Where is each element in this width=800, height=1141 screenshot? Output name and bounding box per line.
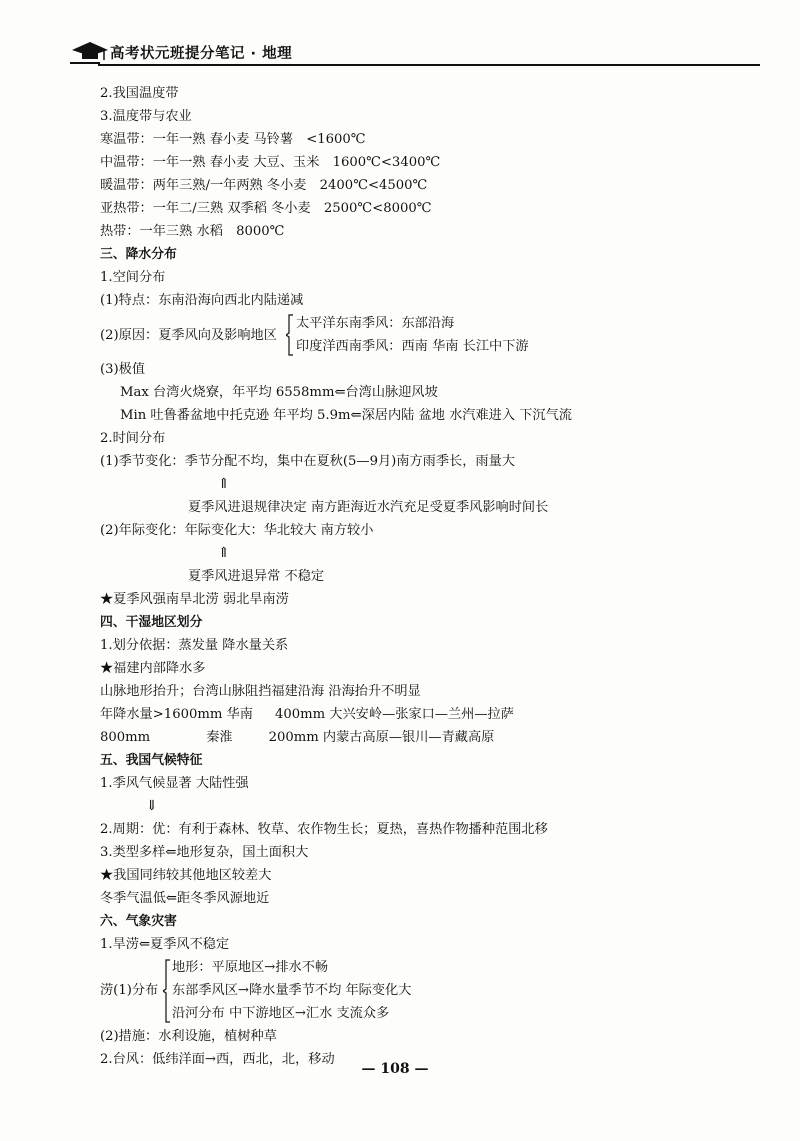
note-segment: 年降水量>1600mm 华南 [100, 707, 253, 722]
note-line: 夏季风进退异常 不稳定 [188, 569, 325, 584]
note-line: 夏季风进退规律决定 南方距海近水汽充足受夏季风影响时间长 [188, 500, 549, 515]
note-line: 1.旱涝⇐夏季风不稳定 [100, 937, 230, 952]
header-rule [98, 64, 760, 66]
note-line: Min 吐鲁番盆地中托克逊 年平均 5.9m⇐深居内陆 盆地 水汽难进入 下沉气流 [120, 408, 572, 423]
note-line: 中温带：一年一熟 春小麦 大豆、玉米 1600℃<3400℃ [100, 155, 441, 170]
note-line: 暖温带：两年三熟/一年两熟 冬小麦 2400℃<4500℃ [100, 178, 428, 193]
note-line: 2.我国温度带 [100, 86, 179, 101]
up-arrow: ⇑ [218, 545, 230, 561]
note-line: Max 台湾火烧寮，年平均 6558mm⇐台湾山脉迎风坡 [120, 385, 438, 400]
note-line: 2.台风：低纬洋面→西，西北，北，移动 [100, 1052, 335, 1067]
running-header [70, 38, 760, 66]
page-number: — 108 — [361, 1061, 429, 1077]
note-line: 1.空间分布 [100, 270, 166, 285]
brace-group-flood [100, 956, 760, 1025]
note-line: ★福建内部降水多 [100, 661, 206, 676]
note-line: 1.划分依据：蒸发量 降水量关系 [100, 638, 289, 653]
note-line: ★我国同纬较其他地区较差大 [100, 868, 272, 883]
note-line: 亚热带：一年二/三熟 双季稻 冬小麦 2500℃<8000℃ [100, 201, 432, 216]
note-line: (2)年际变化：年际变化大：华北较大 南方较小 [100, 523, 374, 538]
note-line: (2)措施：水利设施，植树种草 [100, 1029, 277, 1044]
brace-icon [163, 959, 171, 1023]
section-heading: 五、我国气候特征 [100, 753, 203, 768]
brace-lead: (2)原因：夏季风向及影响地区 [100, 328, 277, 343]
note-segment: 200mm 内蒙古高原—银川—青藏高原 [268, 730, 495, 745]
section-heading: 三、降水分布 [100, 247, 177, 262]
note-line: 2.周期：优：有利于森林、牧草、农作物生长；夏热，喜热作物播种范围北移 [100, 822, 548, 837]
note-line: 寒温带：一年一熟 春小麦 马铃薯 <1600℃ [100, 132, 366, 147]
brace-item: 太平洋东南季风：东部沿海 [296, 316, 455, 331]
note-segment: 400mm 大兴安岭—张家口—兰州—拉萨 [274, 707, 514, 722]
note-line: 山脉地形抬升；台湾山脉阻挡福建沿海 沿海抬升不明显 [100, 684, 421, 699]
note-line: 热带：一年三熟 水稻 8000℃ [100, 224, 285, 239]
note-line [100, 726, 760, 749]
note-line: ★夏季风强南旱北涝 弱北旱南涝 [100, 592, 289, 607]
section-heading: 六、气象灾害 [100, 914, 177, 929]
brace-item: 沿河分布 中下游地区→汇水 支流众多 [172, 1006, 390, 1021]
brace-item: 印度洋西南季风：西南 华南 长江中下游 [296, 339, 529, 354]
graduation-cap-icon [70, 38, 110, 64]
notes-body [100, 82, 760, 1071]
brace-lead: 涝(1)分布 [100, 983, 159, 998]
down-arrow: ⇓ [146, 798, 158, 814]
note-line: 3.温度带与农业 [100, 109, 192, 124]
note-line [100, 703, 760, 726]
note-segment: 800mm [100, 730, 151, 745]
brace-item: 东部季风区→降水量季节不均 年际变化大 [172, 983, 412, 998]
note-line: 2.时间分布 [100, 431, 166, 446]
note-line: (1)季节变化：季节分配不均，集中在夏秋(5—9月)南方雨季长，雨量大 [100, 454, 515, 469]
section-heading: 四、干湿地区划分 [100, 615, 203, 630]
up-arrow: ⇑ [218, 476, 230, 492]
brace-item: 地形：平原地区→排水不畅 [172, 960, 329, 975]
note-line: (3)极值 [100, 362, 146, 377]
note-line: (1)特点：东南沿海向西北内陆递减 [100, 293, 304, 308]
note-line: 冬季气温低⇐距冬季风源地近 [100, 891, 270, 906]
brace-icon [286, 314, 294, 356]
brace-group-monsoon [100, 312, 760, 358]
note-line: 3.类型多样⇐地形复杂，国土面积大 [100, 845, 309, 860]
note-line: 1.季风气候显著 大陆性强 [100, 776, 249, 791]
header-title: 高考状元班提分笔记 · 地理 [110, 46, 293, 62]
note-segment: 秦淮 [206, 730, 233, 745]
